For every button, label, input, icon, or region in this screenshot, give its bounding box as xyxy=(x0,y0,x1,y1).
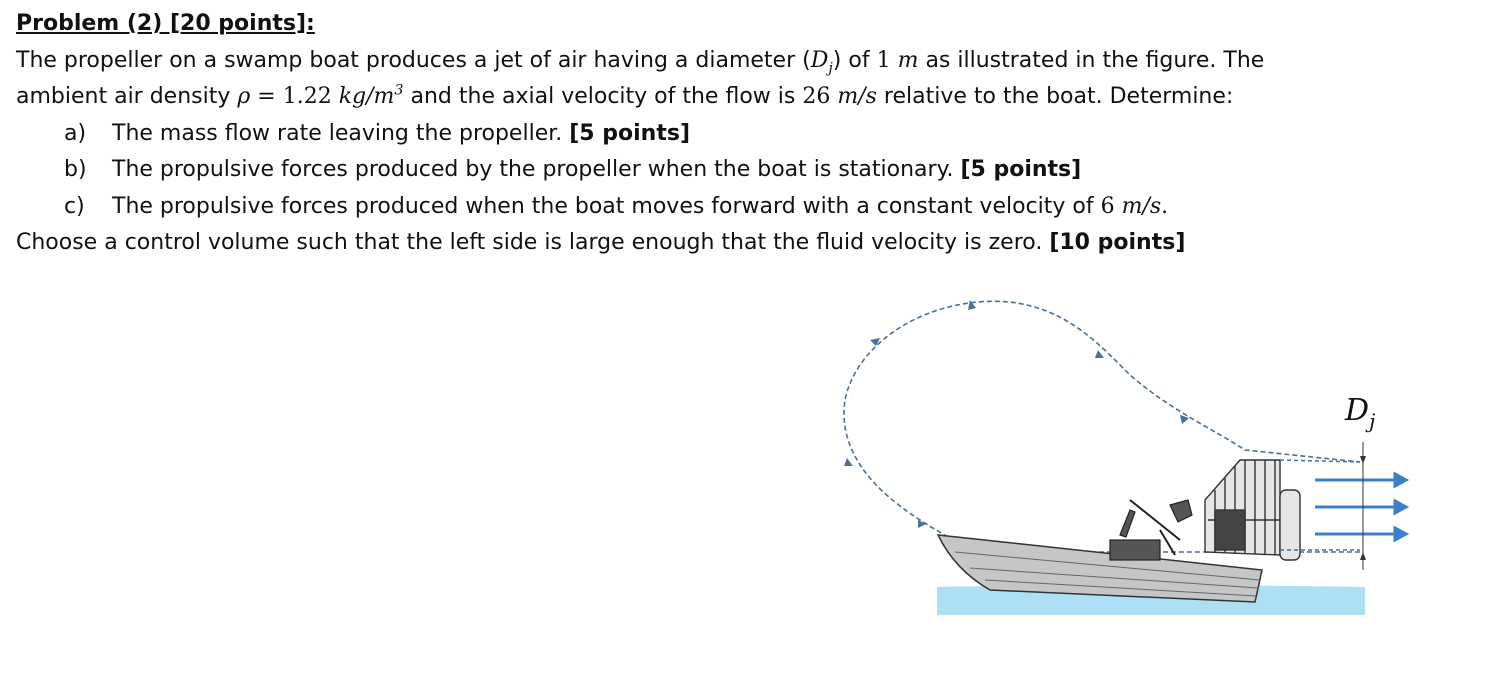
flow-arrow-marker xyxy=(1180,415,1189,424)
part-c: c) The propulsive forces produced when the boat moves forward with a constant velocity of 6 m/s. xyxy=(64,193,1169,219)
diameter-unit: m xyxy=(897,47,919,73)
flow-arrow-marker xyxy=(844,458,853,466)
diameter-symbol: $D_j$ xyxy=(810,47,833,76)
problem-closing: Choose a control volume such that the left side is large enough that the fluid velocity is zero. [10 points] xyxy=(16,230,1186,255)
dj-label: $D_j$ xyxy=(1345,393,1376,433)
boat-seats xyxy=(1110,500,1192,560)
problem-text xyxy=(16,6,1496,262)
problem-intro-line-1: The propeller on a swamp boat produces a jet of air having a diameter $(D_j)$ of 1 m as illustrated in the figure. The xyxy=(16,47,1265,76)
diameter-value: 1 xyxy=(876,47,891,73)
problem-intro-line-2: ambient air density ρ = 1.22 $kg/m^3$ and the axial velocity of the flow is 26 m/s relative to the boat. Determine: xyxy=(16,82,1234,109)
velocity-unit: m/s xyxy=(837,84,877,109)
jet-boundary-top xyxy=(1280,460,1360,462)
dimension-arrow-bottom xyxy=(1360,552,1366,560)
part-a: a) The mass flow rate leaving the propeller. [5 points] xyxy=(64,120,691,146)
part-b: b) The propulsive forces produced by the propeller when the boat is stationary. [5 points] xyxy=(64,157,1082,182)
jet-arrows xyxy=(1315,474,1406,540)
dimension-arrow-top xyxy=(1360,456,1366,464)
velocity-value: 26 xyxy=(802,84,831,109)
flow-arrow-marker xyxy=(1095,350,1104,358)
flow-arrow-marker xyxy=(968,300,976,310)
flow-arrow-marker xyxy=(918,520,926,528)
swamp-boat-figure xyxy=(830,290,1430,630)
density-value: = 1.22 xyxy=(250,84,339,109)
density-unit: $kg/m^3$ xyxy=(338,82,404,109)
propeller-cage xyxy=(1205,460,1300,560)
density-symbol: ρ xyxy=(237,84,251,109)
problem-title: Problem (2) [20 points]: xyxy=(16,11,315,36)
